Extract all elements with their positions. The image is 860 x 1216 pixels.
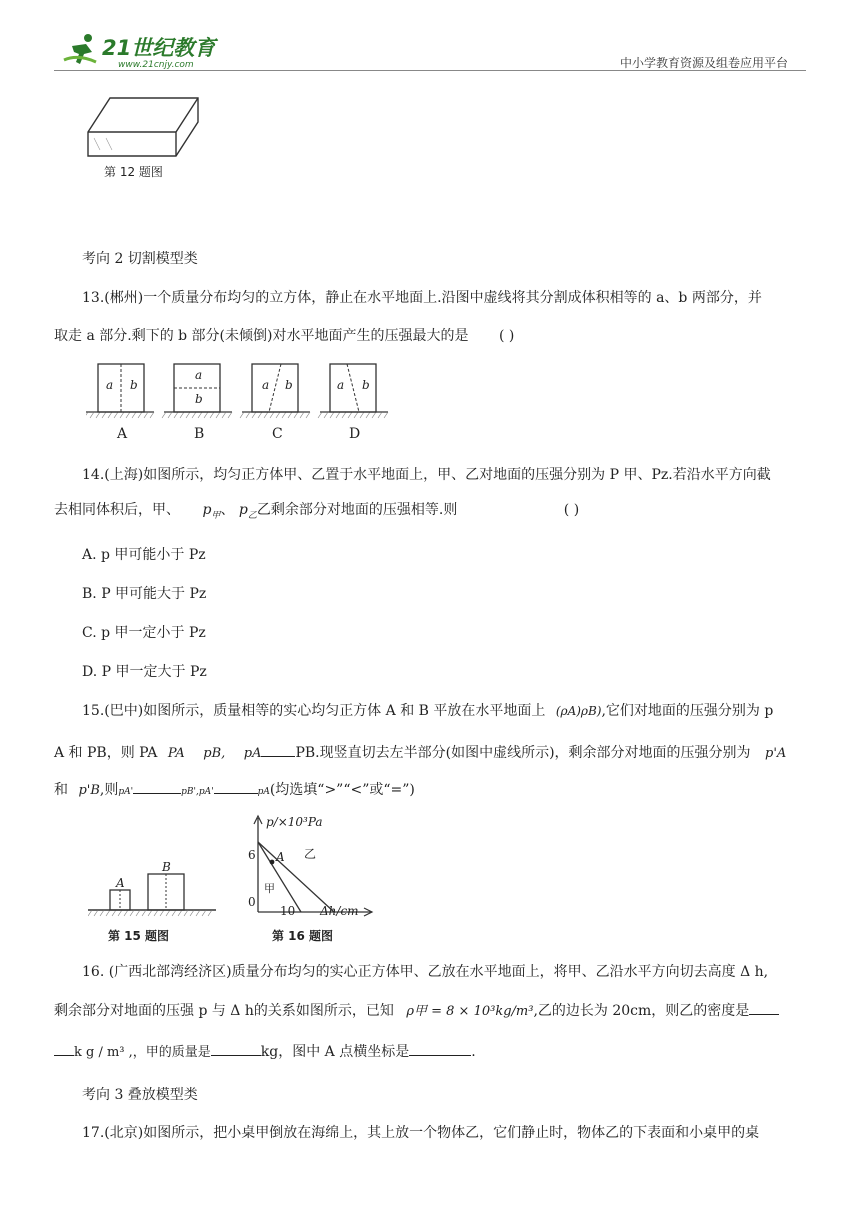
q15-pB-sym: pB, — [203, 746, 226, 761]
fig16-label-yi: 乙 — [304, 847, 317, 861]
q13-figD-label-b: b — [362, 378, 370, 392]
q13-figC-label-a: a — [262, 378, 270, 392]
q13-option-label-B: B — [194, 426, 205, 442]
logo — [62, 30, 232, 72]
q16-line1: 16. (广西北部湾经济区)质量分布均匀的实心正方体甲、乙放在水平地面上，将甲、乙沿水平方向切去高度 Δ h, — [82, 964, 769, 980]
q13-figD-label-a: a — [337, 378, 345, 392]
q15-line2-text-a: A 和 PB，则 PA — [54, 745, 158, 761]
q13-figB-label-a: a — [195, 368, 203, 382]
q15-small3: pA — [257, 787, 270, 797]
q14-answer-paren: ( ) — [563, 502, 580, 518]
q14-sub-jia: 甲 — [211, 510, 221, 521]
section2-title: 考向 2 切割模型类 — [82, 251, 198, 267]
header-divider — [54, 70, 806, 71]
fig16-caption: 第 16 题图 — [272, 929, 334, 943]
q16-blank-density-1[interactable] — [749, 1002, 779, 1015]
fig16-tick-6: 6 — [248, 848, 256, 862]
q13-figB-label-b: b — [195, 392, 203, 406]
q16-line3-text-c: . — [471, 1044, 476, 1060]
q14-comma: 、 — [220, 502, 235, 518]
q16-line2-text-a: 剩余部分对地面的压强 p 与 Δ h的关系如图所示，已知 — [54, 1003, 394, 1019]
q15-line1-text-a: 15.(巴中)如图所示，质量相等的实心均匀正方体 A 和 B 平放在水平地面上 — [82, 703, 546, 719]
q15-line1 — [82, 700, 773, 720]
logo-url: www.21cnjy.com — [118, 60, 194, 70]
q13-figC-label-b: b — [285, 378, 293, 392]
q13-figA-label-b: b — [130, 378, 138, 392]
fig15-caption: 第 15 题图 — [108, 929, 170, 943]
section3-title: 考向 3 叠放模型类 — [82, 1087, 198, 1103]
q15-rho-expr: (ρA)ρB) — [555, 704, 602, 718]
fig15-label-B: B — [162, 860, 171, 874]
fig15-label-A: A — [116, 876, 125, 890]
q15-small1: pA' — [118, 787, 134, 797]
q13-option-label-C: C — [272, 426, 283, 442]
q13-option-label-D: D — [349, 426, 361, 442]
q13-line1: 13.(郴州)一个质量分布均匀的立方体，静止在水平地面上.沿图中虚线将其分割成体积相等的 a、b 两部分，并 — [82, 290, 762, 306]
q14-option-a: A. p 甲可能小于 Pz — [82, 547, 206, 563]
q14-option-d: D. P 甲一定大于 Pz — [82, 664, 207, 680]
logo-text: 21世纪教育 — [102, 36, 216, 60]
q13-line2-text: 取走 a 部分.剩下的 b 部分(未倾倒)对水平地面产生的压强最大的是 — [54, 328, 469, 344]
q16-line3-text-a: k g / m³ ,，甲的质量是 — [74, 1045, 211, 1060]
q15-blank3[interactable] — [214, 781, 258, 794]
q15-blank1[interactable] — [261, 744, 295, 757]
q16-blank-abscissa[interactable] — [409, 1043, 471, 1056]
q15-blank2[interactable] — [133, 781, 181, 794]
q15-line2-text-b: PB.现竖直切去左半部分(如图中虚线所示)，剩余部分对地面的压强分别为 — [295, 745, 751, 761]
q14-option-c: C. p 甲一定小于 Pz — [82, 625, 206, 641]
fig15-diagram — [88, 860, 216, 920]
q15-pA2-sym: pA — [243, 746, 262, 761]
q13-answer-paren: ( ) — [498, 328, 515, 344]
q17-line1: 17.(北京)如图所示，把小桌甲倒放在海绵上，其上放一个物体乙，它们静止时，物体乙的下表面和小桌甲的桌 — [82, 1125, 760, 1141]
q15-line3-text-a: 和 — [54, 782, 68, 798]
q15-line3-text-c: (均选填“>”“<”或“=”) — [269, 782, 415, 798]
platform-name: 中小学教育资源及组卷应用平台 — [620, 56, 789, 70]
q15-line3-text-b: ,则 — [99, 782, 119, 798]
q13-figA-label-a: a — [106, 378, 114, 392]
q14-sub-yi: 乙 — [247, 510, 257, 521]
q15-pA-sym: PA — [167, 746, 185, 761]
q16-line2 — [54, 1000, 779, 1020]
fig12-box-diagram — [86, 94, 206, 160]
fig16-tick-10: 10 — [280, 904, 296, 918]
q16-rho-eq: ρ甲 = 8 × 10³kg/m³ — [406, 1004, 534, 1019]
q16-line2-text-b: ,乙的边长为 20cm，则乙的密度是 — [533, 1003, 750, 1019]
q15-line3 — [54, 779, 415, 799]
q14-line2-text-a: 去相同体积后，甲、 — [54, 502, 180, 518]
q13-line2 — [54, 325, 514, 345]
q16-line3-text-b: kg，图中 A 点横坐标是 — [260, 1044, 410, 1060]
q15-line2 — [54, 742, 786, 762]
q14-p-yi: p — [238, 502, 248, 518]
fig16-point-A: A — [276, 850, 285, 864]
q14-line2 — [54, 499, 579, 521]
q16-blank-mass[interactable] — [211, 1043, 261, 1056]
q16-blank-density-2[interactable] — [54, 1043, 74, 1056]
fig12-caption: 第 12 题图 — [104, 165, 163, 179]
q13-option-label-A: A — [117, 426, 128, 442]
q14-line2-text-b: 乙剩余部分对地面的压强相等.则 — [256, 502, 458, 518]
fig16-ylabel: p/×10³Pa — [266, 815, 323, 829]
q15-line1-text-b: ,它们对地面的压强分别为 p — [601, 703, 774, 719]
q14-p-jia: p — [202, 502, 212, 518]
q16-line3 — [54, 1041, 476, 1061]
fig16-label-jia: 甲 — [264, 882, 275, 895]
fig16-xlabel: Δh/cm — [320, 904, 359, 918]
q15-small2: pB',pA' — [181, 787, 214, 797]
fig16-origin: 0 — [248, 895, 256, 909]
runner-logo-icon — [62, 32, 102, 68]
q14-line1: 14.(上海)如图所示，均匀正方体甲、乙置于水平地面上，甲、乙对地面的压强分别为 P 甲、Pz.若沿水平方向截 — [82, 467, 771, 483]
q14-option-b: B. P 甲可能大于 Pz — [82, 586, 207, 602]
q15-pB-prime: p'B — [78, 783, 100, 798]
q15-pA-prime: p'A — [765, 746, 787, 761]
